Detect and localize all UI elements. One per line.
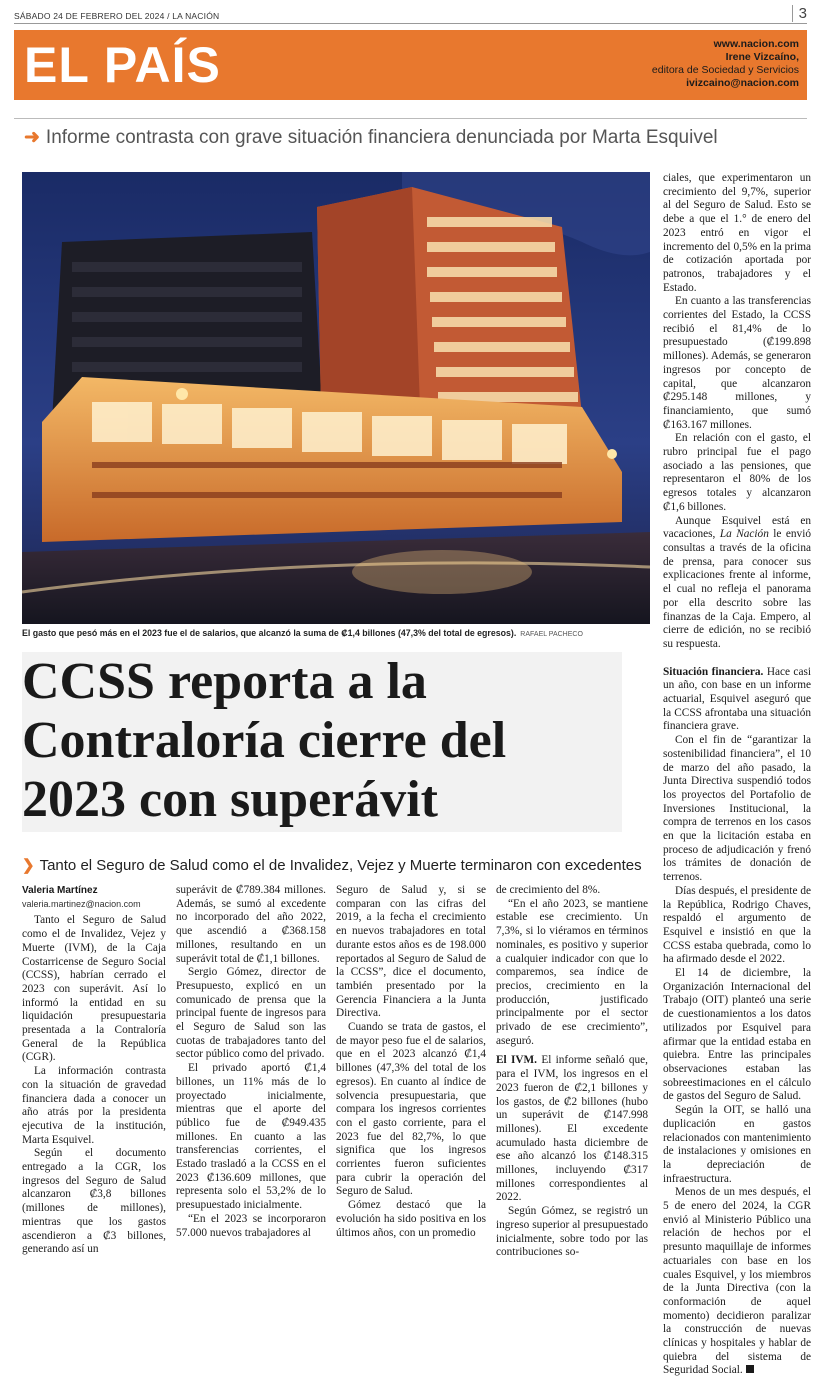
byline-name: Valeria Martínez (22, 885, 98, 896)
paragraph: ciales, que experimentaron un crecimiento del 9,7%, superior al del Seguro de Salud. Esto se debe a que el 1.° de enero del 2023 entró en vigor el incremento del 0,5% en la prima de cotización aportada por patronos, trabajadores y el Estado. (663, 172, 811, 294)
body-column-1 (22, 884, 166, 1256)
editor-email[interactable]: ivizcaino@nacion.com (686, 77, 799, 89)
section-editor-info (652, 38, 799, 90)
subhead-paragraph (663, 666, 811, 735)
page-number: 3 (792, 5, 807, 22)
headline-line: CCSS reporta a la (22, 653, 427, 710)
caption-text: El gasto que pesó más en el 2023 fue el de salarios, que alcanzó la suma de ₡1,4 billones (47,3% del total de egresos). (22, 628, 517, 638)
subhead-text: El informe señaló que, para el IVM, los ingresos en el 2023 fueron de ₡2,1 billones y los gastos, de ₡2 billones (hubo un superávit de ₡147.998 millones). El excedente acumulado hasta diciembre de ese año alcanzó los ₡148.315 millones, incluyendo ₡317 millones correspondientes al 2022. (496, 1054, 648, 1204)
section-banner (14, 30, 807, 100)
deck-text: Tanto el Seguro de Salud como el de Invalidez, Vejez y Muerte terminaron con excedentes (39, 857, 642, 874)
paragraph: El privado aportó ₡1,4 billones, un 11% más de lo proyectado inicialmente, mientras que el aporte del público fue de ₡949.435 millones. En cuanto a las transferencias corrientes, el Estado trasladó a la CCSS en el 2023 ₡136.609 millones, que representa solo el 53,2% de lo presupuestado inicialmente. (176, 1062, 326, 1212)
paragraph: Sergio Gómez, director de Presupuesto, explicó en un comunicado de prensa que la principal fuente de ingresos para el Seguro de Salud son las cuotas de trabajadores tanto del sector público como del privado. (176, 966, 326, 1061)
paragraph: Según el documento entregado a la CGR, los ingresos del Seguro de Salud alcanzaron ₡3,8 billones (millones de millones), mientras que los gastos ascendieron a ₡3 billones, generando así un (22, 1147, 166, 1256)
editor-name: Irene Vizcaíno, (725, 51, 799, 63)
subhead-lead: El IVM. (496, 1054, 538, 1067)
body-column-5 (663, 172, 811, 1377)
paragraph: “En el año 2023, se mantiene estable ese crecimiento. Un 7,3%, si lo viéramos en términos nominales, es positivo y superior a cualquier indicador con que lo comparemos, sea índice de precios, crecimiento en la producción, justificado principalmente por el sector privado de ese crecimiento”, aseguró. (496, 897, 648, 1047)
subhead-text: Hace casi un año, con base en un informe actuarial, Esquivel aseguró que la CCSS afrontaba una situación financiera grave. (663, 665, 811, 733)
body-column-3 (336, 884, 486, 1239)
paragraph-text: Menos de un mes después, el 5 de enero del 2024, la CGR envió al Ministerio Público una relación de hechos por el presunto maquillaje de informes actuariales con base en los cuales Esquivel, y los miembros de la Junta Directiva (con la conformación de aquel momento) decidieron paralizar la construcción de nuevas clínicas y hospitales y hablar de quiebra del sistema de Seguridad Social. (663, 1186, 811, 1377)
paragraph-text: Aunque Esquivel está en vacaciones, (663, 514, 811, 541)
website-link[interactable]: www.nacion.com (713, 38, 799, 50)
paragraph: Seguro de Salud y, si se comparan con las cifras del 2019, a la fecha el crecimiento en nuevos trabajadores en total durante estos años es de 198.000 reportados al Seguro de Salud de la CCSS”, dice el documento, también presentado por la Gerencia Financiera a la Junta Directiva. (336, 884, 486, 1020)
paragraph: superávit de ₡789.384 millones. Además, se sumó al excedente no incorporado del año 2022, que ascendió a ₡368.158 millones, resultando en un superávit total de ₡1,1 billones. (176, 884, 326, 965)
paragraph: “En el 2023 se incorporaron 57.000 nuevos trabajadores al (176, 1212, 326, 1239)
body-column-4 (496, 884, 648, 1259)
body-column-2 (176, 884, 326, 1239)
paragraph-text: le envió consultas a través de la oficina de prensa, para conocer sus explicaciones frente al informe, el cual no refleja el panorama por ella descrito sobre las finanzas de la Caja. Empero, al cierre de edición, no se recibió su respuesta. (663, 528, 811, 650)
paragraph: Según Gómez, se registró un ingreso superior al presupuestado inicialmente, sobre todo por las contribuciones so- (496, 1205, 648, 1259)
paragraph: de crecimiento del 8%. (496, 884, 601, 896)
headline (22, 652, 622, 832)
arrow-right-icon: ➜ (24, 127, 40, 148)
paragraph: En relación con el gasto, el rubro principal fue el pago asociado a las pensiones, que representaron el 80% de los egresos totales y alcanzaron ₡1,6 billones. (663, 432, 811, 513)
editor-role: editora de Sociedad y Servicios (651, 64, 799, 76)
byline-email[interactable]: valeria.martinez@nacion.com (22, 898, 141, 909)
paragraph: El 14 de diciembre, la Organización Internacional del Trabajo (OIT) planteó una serie de cuestionamientos a los datos utilizados por Esquivel para afirmar que la entidad estaba en quiebra. Entre las principales observaciones estaban las sobreestimaciones en el cálculo de gastos del Seguro de Salud. (663, 967, 811, 1103)
photo-caption (22, 628, 650, 642)
paragraph: Cuando se trata de gastos, el de mayor peso fue el de salarios, que en el 2023 alcanzó ₡1,4 billones (47,3% del total de los egresos). En cuanto al índice de solvencia presupuestaria, que compara los ingresos corrientes con el gasto corriente, para el 2023 fue del 82,7%, lo que significa que los ingresos corrientes fueron suficientes para cubrir la operación del Seguro de Salud. (336, 1021, 486, 1198)
arrow-right-icon: ❯ (22, 857, 35, 874)
end-of-article-icon (746, 1365, 754, 1373)
article-photo (22, 172, 650, 624)
paragraph: Gómez destacó que la evolución ha sido positiva en los últimos años, con un promedio (336, 1199, 486, 1239)
section-title: EL PAÍS (24, 37, 221, 93)
subhead-lead: Situación financiera. (663, 665, 764, 678)
kicker-divider (14, 118, 807, 119)
newspaper-name: La Nación (719, 528, 769, 541)
paragraph (663, 1186, 811, 1378)
paragraph (663, 515, 811, 652)
headline-line: 2023 con superávit (22, 771, 438, 828)
paragraph: Según la OIT, se halló una duplicación en gastos relacionados con mantenimiento de instalaciones y omisiones en la depreciación de infraestructura. (663, 1104, 811, 1185)
paragraph: La información contrasta con la situación de gravedad financiera dada a conocer un año atrás por la presidenta ejecutiva de la institución, Marta Esquivel. (22, 1065, 166, 1146)
issue-date: SÁBADO 24 DE FEBRERO DEL 2024 / LA NACIÓN (14, 11, 220, 21)
paragraph: En cuanto a las transferencias corrientes del Estado, la CCSS recibió el 81,4% de lo presupuestado (₡199.898 millones). Además, se generaron ingresos por concepto de capital, que alcanzaron ₡295.148 millones, y financiamiento, que sumó ₡163.167 millones. (663, 295, 811, 431)
paragraph: Con el fin de “garantizar la sostenibilidad financiera”, el 10 de marzo del año pasado, la Junta Directiva suspendió todos los proyectos del Portafolio de Inversiones Institucional, la compra de terrenos en los casos en que la licitación estaba en proceso de adjudicación y frenó los trámites de donación de terrenos. (663, 734, 811, 884)
headline-line: Contraloría cierre del (22, 712, 507, 769)
paragraph: Días después, el presidente de la República, Rodrigo Chaves, respaldó el argumento de Esquivel e insistió en que la CCSS estaba quebrada, como lo ha afirmado desde el 2022. (663, 884, 811, 966)
subhead-paragraph (496, 1054, 648, 1205)
kicker-text: Informe contrasta con grave situación financiera denunciada por Marta Esquivel (45, 127, 718, 148)
article-deck (22, 856, 652, 876)
page-header-line (14, 5, 807, 24)
paragraph: Tanto el Seguro de Salud como el de Invalidez, Vejez y Muerte (IVM), de la Caja Costarricense de Seguro Social (CCSS), habrían cerrado el 2023 con superávit. Así lo informó la entidad en su liquidación presupuestaria presentada a la Contraloría General de la República (CGR). (22, 914, 166, 1064)
photo-credit: RAFAEL PACHECO (520, 631, 583, 638)
article-kicker (24, 126, 784, 152)
building-illustration (22, 172, 650, 624)
